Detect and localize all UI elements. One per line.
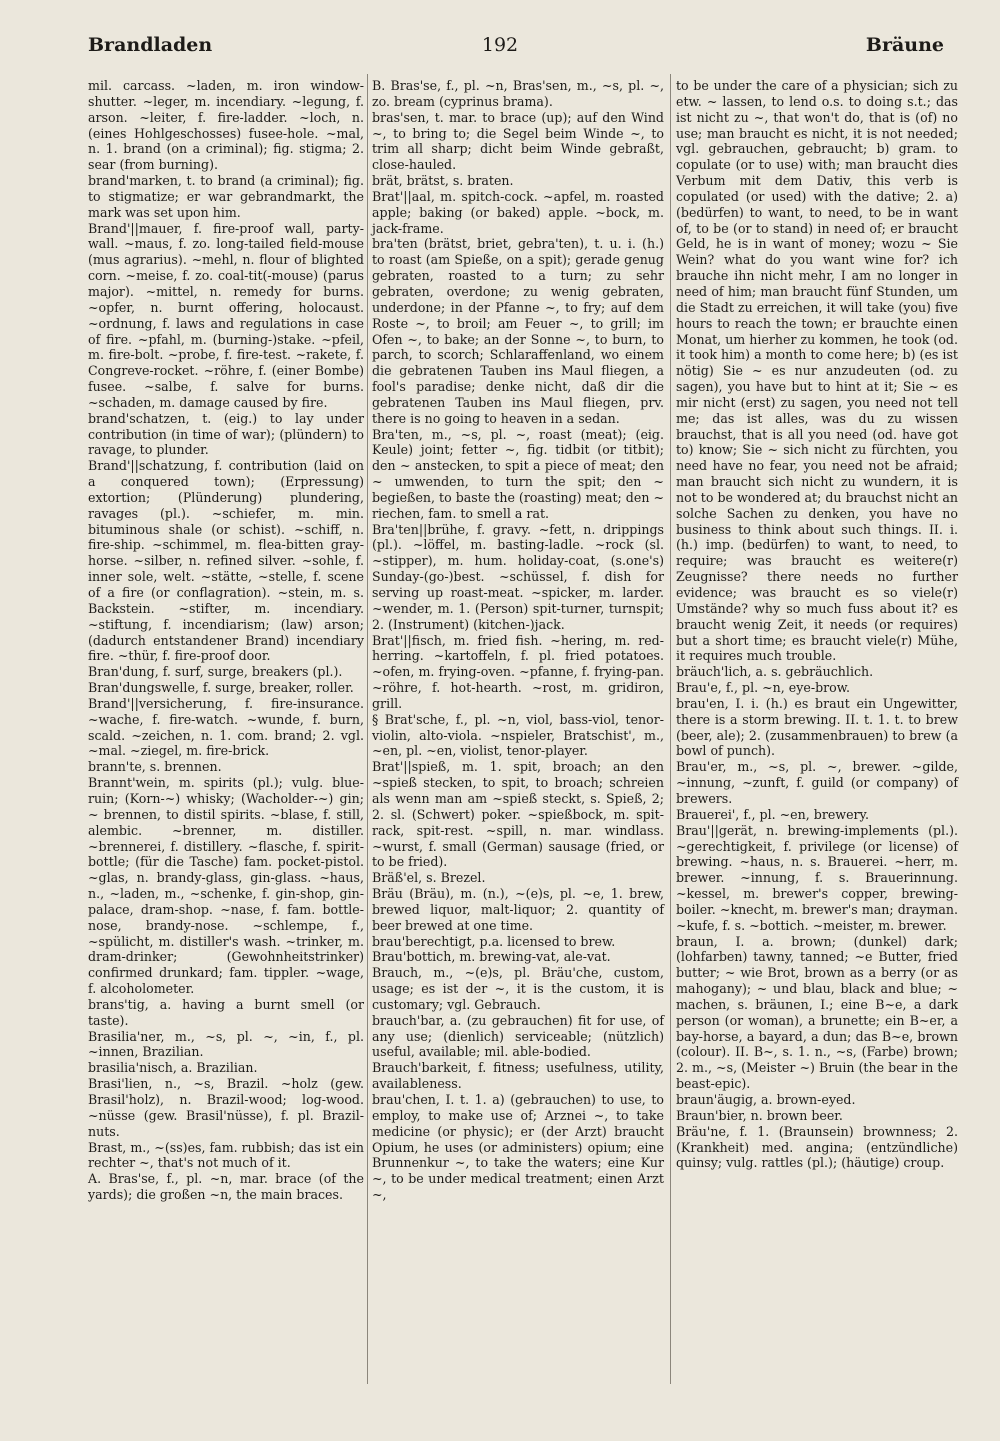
- dictionary-entry: § Brat'sche, f., pl. ~n, viol, bass-viol, tenor-violin, alto-viola. ~nspieler, Bratschist', m., ~en, pl. ~en, violist, tenor-player.: [372, 711, 664, 759]
- column-2: [372, 78, 664, 1203]
- dictionary-entry: Brauerei', f., pl. ~en, brewery.: [676, 806, 869, 822]
- dictionary-entry: mil. carcass. ~laden, m. iron window-shutter. ~leger, m. incendiary. ~legung, f. arson. ~leiter, f. fire-ladder. ~loch, n. (eines Hohlgeschosses) fusee-hole. ~mal, n. 1. brand (on a criminal); fig. stigma; 2. sear (from burning).: [88, 78, 364, 173]
- dictionary-entry: Bräu'ne, f. 1. (Braunsein) brownness; 2. (Krankheit) med. angina; (entzündliche) quinsy; vulg. rattles (pl.); (häutige) croup.: [676, 1123, 958, 1171]
- dictionary-entry: brät, brätst, s. braten.: [372, 173, 514, 189]
- dictionary-entry: Bräu (Bräu), m. (n.), ~(e)s, pl. ~e, 1. brew, brewed liquor, malt-liquor; 2. quantity of beer brewed at one time.: [372, 886, 664, 933]
- dictionary-entry: Brauch'barkeit, f. fitness; usefulness, utility, availableness.: [372, 1060, 664, 1092]
- dictionary-entry: Brand'||versicherung, f. fire-insurance. ~wache, f. fire-watch. ~wunde, f. burn, scald. ~zeichen, n. 1. com. brand; 2. vgl. ~mal. ~ziegel, m. fire-brick.: [88, 695, 364, 759]
- dictionary-entry: Brat'||fisch, m. fried fish. ~hering, m. red-herring. ~kartoffeln, f. pl. fried potatoes. ~ofen, m. frying-oven. ~pfanne, f. frying-pan. ~röhre, f. hot-hearth. ~rost, m. gridiron, grill.: [372, 632, 664, 711]
- left-guide-word: Brandladen: [88, 34, 213, 56]
- dictionary-entry: Bran'dungswelle, f. surge, breaker, roller.: [88, 680, 354, 696]
- dictionary-entry: braun'äugig, a. brown-eyed.: [676, 1092, 856, 1107]
- dictionary-entry: Bra'ten, m., ~s, pl. ~, roast (meat); (eig. Keule) joint; fetter ~, fig. tidbit (or titbit); den ~ anstecken, to spit a piece of meat; den ~ umwenden, to turn the spit; den ~ begießen, to baste the (roasting) meat; den ~ riechen, fam. to smell a rat.: [372, 426, 664, 521]
- dictionary-entry: Braun'bier, n. brown beer.: [676, 1107, 843, 1123]
- column-3: [676, 78, 958, 1171]
- dictionary-entry: Brasilia'ner, m., ~s, pl. ~, ~in, f., pl. ~innen, Brazilian.: [88, 1028, 364, 1060]
- dictionary-entry: Brast, m., ~(ss)es, fam. rubbish; das ist ein rechter ~, that's not much of it.: [88, 1139, 364, 1171]
- dictionary-entry: brau'berechtigt, p.a. licensed to brew.: [372, 933, 616, 949]
- dictionary-entry: Brat'||aal, m. spitch-cock. ~apfel, m. roasted apple; baking (or baked) apple. ~bock, m. jack-frame.: [372, 188, 664, 236]
- dictionary-entry: brau'chen, I. t. 1. a) (gebrauchen) to use, to employ, to make use of; Arznei ~, to take medicine (or physic); er (der Arzt) braucht Opium, he uses (or administers) opium; eine Brunnenkur ~, to take the waters; eine Kur ~, to be under medical treatment; einen Arzt ~,: [372, 1092, 664, 1203]
- dictionary-entry: bräuch'lich, a. s. gebräuchlich.: [676, 664, 874, 680]
- dictionary-entry: bra'ten (brätst, briet, gebra'ten), t. u. i. (h.) to roast (am Spieße, on a spit); gerade genug gebraten, roasted to a turn; zu sehr gebraten, overdone; zu wenig gebraten, underdone; in der Pfanne ~, to fry; auf dem Roste ~, to broil; am Feuer ~, to grill; im Ofen ~, to bake; an der Sonne ~, to burn, to parch, to scorch; Schlaraffenland, wo einem die gebratenen Tauben ins Maul fliegen, a fool's paradise; denke nicht, daß dir die gebratenen Tauben ins Maul fliegen, prv. there is no going to heaven in a sedan.: [372, 236, 664, 426]
- dictionary-entry: Brand'||schatzung, f. contribution (laid on a conquered town); (Erpressung) extortion; (Plünderung) plundering, ravages (pl.). ~schiefer, m. min. bituminous shale (or schist). ~schiff, n. fire-ship. ~schimmel, m. flea-bitten gray-horse. ~silber, n. refined silver. ~sohle, f. inner sole, welt. ~stätte, ~stelle, f. scene of a fire (or conflagration). ~stein, m. s. Backstein. ~stifter, m. incendiary. ~stiftung, f. incendiarism; (law) arson; (dadurch entstandener Brand) incendiary fire. ~thür, f. fire-proof door.: [88, 458, 364, 664]
- dictionary-entry: Brand'||mauer, f. fire-proof wall, party-wall. ~maus, f. zo. long-tailed field-mouse (mus agrarius). ~mehl, n. flour of blighted corn. ~meise, f. zo. coal-tit(-mouse) (parus major). ~mittel, n. remedy for burns. ~opfer, n. burnt offering, holocaust. ~ordnung, f. laws and regulations in case of fire. ~pfahl, m. (burning-)stake. ~pfeil, m. fire-bolt. ~probe, f. fire-test. ~rakete, f. Congreve-rocket. ~röhre, f. (einer Bombe) fusee. ~salbe, f. salve for burns. ~schaden, m. damage caused by fire.: [88, 220, 364, 410]
- dictionary-entry: Brannt'wein, m. spirits (pl.); vulg. blue-ruin; (Korn-~) whisky; (Wacholder-~) gin; ~ brennen, to distil spirits. ~blase, f. still, alembic. ~brenner, m. distiller. ~brennerei, f. distillery. ~flasche, f. spirit-bottle; (für die Tasche) fam. pocket-pistol. ~glas, n. brandy-glass, gin-glass. ~haus, n., ~laden, m., ~schenke, f. gin-shop, gin-palace, dram-shop. ~nase, f. fam. bottle-nose, brandy-nose. ~schlempe, f., ~spülicht, m. distiller's wash. ~trinker, m. dram-drinker; (Gewohnheitstrinker) confirmed drunkard; fam. tippler. ~wage, f. alcoholometer.: [88, 775, 364, 997]
- dictionary-entry: to be under the care of a physician; sich zu etw. ~ lassen, to lend o.s. to doing s.t.; das ist nicht zu ~, that won't do, that is (of) no use; man braucht es nicht, it is not needed; vgl. gebrauchen, gebraucht; b) gram. to copulate (or to use) with; man braucht dies Verbum mit dem Dativ, this verb is copulated (or used) with the dative; 2. a) (bedürfen) to want, to need, to be in want of, to be (or to stand) in need of; er braucht Geld, he is in want of money; wozu ~ Sie Wein? what do you want wine for? ich brauche ihn nicht mehr, I am no longer in need of him; man braucht fünf Stunden, um die Stadt zu erreichen, it will take (you) five hours to reach the town; er brauchte einen Monat, um hierher zu kommen, he took (od. it took him) a month to come here; b) (es ist nötig) Sie ~ es nur anzudeuten (od. zu sagen), you have but to hint at it; Sie ~ es mir nicht (erst) zu sagen, you need not tell me; das ist alles, was du zu wissen brauchst, that is all you need (od. have got to) know; Sie ~ sich nicht zu fürchten, you need have no fear, you need not be afraid; man braucht sich nicht zu wundern, it is not to be wondered at; du brauchst nicht an solche Sachen zu denken, you have no business to think about such things. II. i. (h.) imp. (bedürfen) to want, to need, to require; was braucht es weitere(r) Zeugnisse? there needs no further evidence; was braucht es so viele(r) Umstände? why so much fuss about it? es braucht wenig Zeit, it needs (or requires) but a short time; es braucht viele(r) Mühe, it requires much trouble.: [676, 78, 958, 664]
- column-divider: [670, 74, 671, 1384]
- dictionary-entry: B. Bras'se, f., pl. ~n, Bras'sen, m., ~s, pl. ~, zo. bream (cyprinus brama).: [372, 78, 664, 109]
- dictionary-entry: brann'te, s. brennen.: [88, 759, 222, 775]
- column-divider: [367, 74, 368, 1384]
- dictionary-entry: brand'schatzen, t. (eig.) to lay under contribution (in time of war); (plündern) to ravage, to plunder.: [88, 410, 364, 458]
- dictionary-entry: Brau'er, m., ~s, pl. ~, brewer. ~gilde, ~innung, ~zunft, f. guild (or company) of brewers.: [676, 759, 958, 806]
- page-number: 192: [481, 34, 519, 56]
- dictionary-entry: Brauch, m., ~(e)s, pl. Bräu'che, custom, usage; es ist der ~, it is the custom, it is customary; vgl. Gebrauch.: [372, 965, 664, 1012]
- dictionary-entry: Brat'||spieß, m. 1. spit, broach; an den ~spieß stecken, to spit, to broach; schreien als wenn man am ~spieß steckt, s. Spieß, 2; 2. sl. (Schwert) poker. ~spießbock, m. spit-rack, spit-rest. ~spill, n. mar. windlass. ~wurst, f. small (German) sausage (fried, or to be fried).: [372, 759, 664, 870]
- dictionary-entry: Brasi'lien, n., ~s, Brazil. ~holz (gew. Brasil'holz), n. Brazil-wood; log-wood. ~nüsse (gew. Brasil'nüsse), f. pl. Brazil-nuts.: [88, 1076, 364, 1139]
- dictionary-entry: Brau'||gerät, n. brewing-implements (pl.). ~gerechtigkeit, f. privilege (or license) of brewing. ~haus, n. s. Brauerei. ~herr, m. brewer. ~innung, f. s. Brauerinnung. ~kessel, m. brewer's copper, brewing-boiler. ~knecht, m. brewer's man; drayman. ~kufe, f. s. ~bottich. ~meister, m. brewer.: [676, 822, 958, 933]
- dictionary-entry: Bräß'el, s. Brezel.: [372, 870, 486, 886]
- dictionary-entry: Bran'dung, f. surf, surge, breakers (pl.).: [88, 664, 343, 680]
- dictionary-entry: bras'sen, t. mar. to brace (up); auf den Wind ~, to bring to; die Segel beim Winde ~, to trim all sharp; dicht beim Winde gebraßt, close-hauled.: [372, 109, 664, 173]
- dictionary-entry: brauch'bar, a. (zu gebrauchen) fit for use, of any use; (dienlich) serviceable; (nützlich) useful, available; mil. able-bodied.: [372, 1012, 664, 1060]
- dictionary-entry: Bra'ten||brühe, f. gravy. ~fett, n. drippings (pl.). ~löffel, m. basting-ladle. ~rock (sl. ~stipper), m. hum. holiday-coat, (s.one's) Sunday-(go-)best. ~schüssel, f. dish for serving up roast-meat. ~spicker, m. larder. ~wender, m. 1. (Person) spit-turner, turnspit; 2. (Instrument) (kitchen-)jack.: [372, 521, 664, 632]
- dictionary-entry: brand'marken, t. to brand (a criminal); fig. to stigmatize; er war gebrandmarkt, the mark was set upon him.: [88, 173, 364, 220]
- right-guide-word: Bräune: [865, 34, 944, 56]
- dictionary-entry: A. Bras'se, f., pl. ~n, mar. brace (of the yards); die großen ~n, the main braces.: [88, 1171, 364, 1203]
- dictionary-entry: brasilia'nisch, a. Brazilian.: [88, 1060, 258, 1076]
- dictionary-entry: brans'tig, a. having a burnt smell (or taste).: [88, 996, 364, 1028]
- column-1: [88, 78, 364, 1203]
- dictionary-entry: Brau'bottich, m. brewing-vat, ale-vat.: [372, 949, 611, 965]
- dictionary-entry: Brau'e, f., pl. ~n, eye-brow.: [676, 680, 851, 696]
- dictionary-entry: brau'en, I. i. (h.) es braut ein Ungewitter, there is a storm brewing. II. t. 1. t. to brew (beer, ale); 2. (zusammenbrauen) to brew (a bowl of punch).: [676, 695, 958, 759]
- dictionary-entry: braun, I. a. brown; (dunkel) dark; (lohfarben) tawny, tanned; ~e Butter, fried butter; ~ wie Brot, brown as a berry (or as mahogany); ~ und blau, black and blue; ~ machen, s. bräunen, I.; eine B~e, a dark person (or woman), a brunette; ein B~er, a bay-horse, a bayard, a dun; das B~e, brown (colour). II. B~, s. 1. n., ~s, (Farbe) brown; 2. m., ~s, (Meister ~) Bruin (the bear in the beast-epic).: [676, 933, 958, 1092]
